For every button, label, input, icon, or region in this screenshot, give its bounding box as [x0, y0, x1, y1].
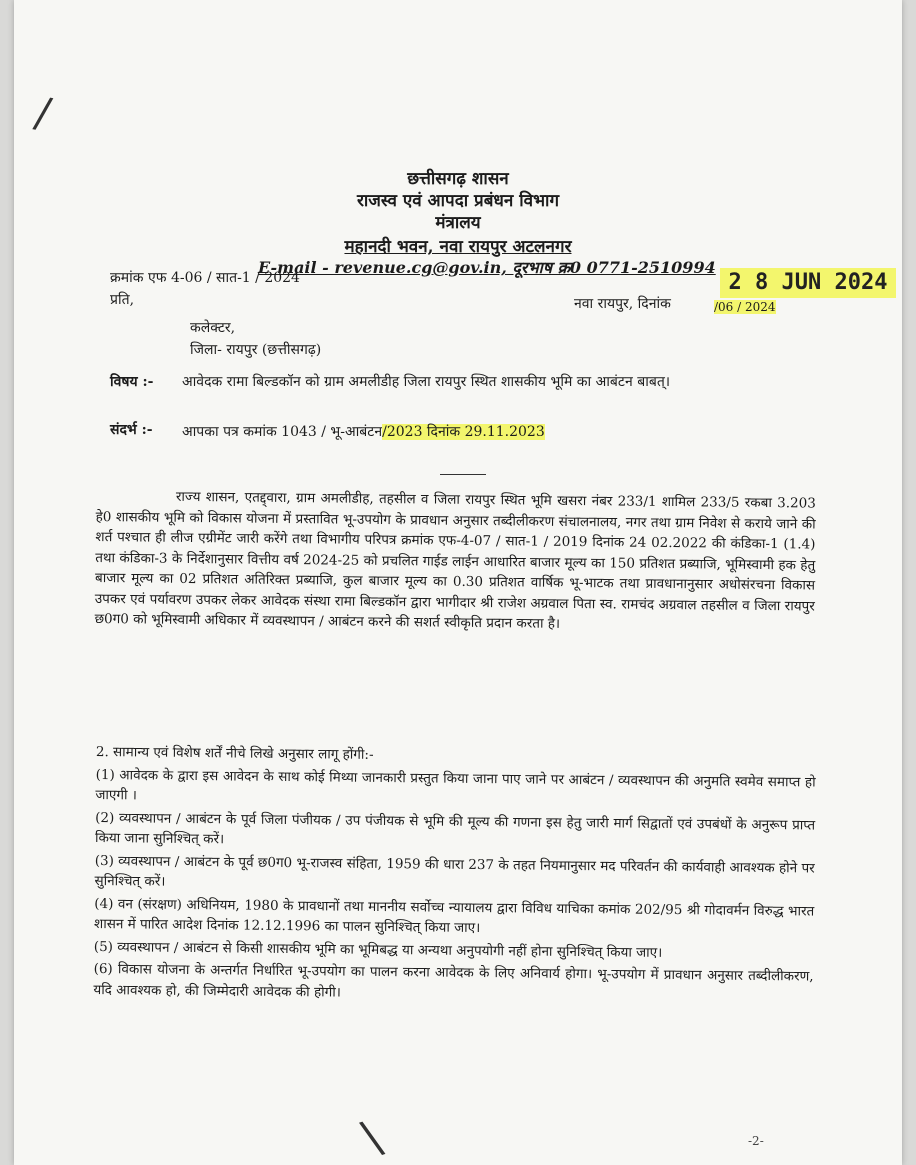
- recipient-title: कलेक्टर,: [190, 320, 236, 336]
- condition-item: (5) व्यवस्थापन / आबंटन से किसी शासकीय भूमि का भूमिबद्ध या अन्यथा अनुपयोगी नहीं होना सुनिश्चित् किया जाए।: [93, 938, 663, 961]
- ref-number: क्रमांक एफ 4-06 / सात-1 / 2024: [110, 270, 300, 286]
- body-paragraph: राज्य शासन, एतद्द्वारा, ग्राम अमलीडीह, तहसील व जिला रायपुर स्थित भूमि खसरा नंबर 233/1 शामिल 233/5 रकबा 3.203 हे0 शासकीय भूमि को विकास योजना में प्रस्तावित भू-उपयोग के प्रावधान अनुसार तब्दीलीकरण संचालनालय, नगर तथा ग्राम निवेश से कराये जाने की शर्त पश्चात ही लीज एग्रीमेंट जारी करेंगे तथा विभागीय परिपत्र क्रमांक एफ-4-07 / सात-1 / 2019 दिनांक 24 02.2022 की कंडिका-1 (1.4) तथा कंडिका-3 के निर्देशानुसार वित्तीय वर्ष 2024-25 को प्रचलित गाईड लाईन आधारित बाजार मूल्य का 150 प्रतिशत प्रब्याजि, भूमिस्वामी हक हेतु बाजार मूल्य का 02 प्रतिशत अतिरिक्त प्रब्याजि, कुल बाजार मूल्य का 0.30 प्रतिशत वार्षिक भू-भाटक तथा प्रावधानानुसार अधोसंरचना विकास उपकर एवं पर्यावरण उपकर लेकर आवेदक संस्था रामा बिल्डकॉन द्वारा भागीदार श्री राजेश अग्रवाल पिता स्व. रामचंद अग्रवाल तहसील व जिला रायपुर छ0ग0 को भूमिस्वामी अधिकार में व्यवस्थापन / आबंटन करने की सशर्त स्वीकृति प्रदान करता है।: [94, 488, 816, 632]
- letter-page: [14, 0, 902, 1165]
- date-stamp: 2 8 JUN 2024: [720, 268, 896, 298]
- condition-item: (6) विकास योजना के अन्तर्गत निर्धारित भू-उपयोग का पालन करना आवेदक के लिए अनिवार्य होगा। भू-उपयोग में प्रावधान अनुसार तब्दीलीकरण, यदि आवश्यक हो, की जिम्मेदारी आवेदक की होगी।: [93, 960, 814, 1001]
- condition-item: (2) व्यवस्थापन / आबंटन के पूर्व जिला पंजीयक / उप पंजीयक से भूमि की मूल्य की गणना इस हेतु जारी मार्ग सिद्वातों एवं उपबंधों के अनुरूप प्राप्त किया जाना सुनिश्चित् करें।: [94, 809, 816, 848]
- condition-item: (3) व्यवस्थापन / आबंटन के पूर्व छ0ग0 भू-राजस्व संहिता, 1959 की धारा 237 के तहत नियमानुसार मद परिवर्तन की कार्यवाही आवश्यक होने पर सुनिश्चित् करें।: [94, 852, 815, 890]
- date-suffix: /06 / 2024: [714, 300, 776, 314]
- divider: [440, 474, 486, 475]
- reference-highlight: /2023 दिनांक 29.11.2023: [382, 424, 545, 440]
- subject-text: आवेदक रामा बिल्डकॉन को ग्राम अमलीडीह जिला रायपुर स्थित शासकीय भूमि का आबंटन बाबत्।: [182, 374, 671, 390]
- header-department: राजस्व एवं आपदा प्रबंधन विभाग: [356, 191, 560, 211]
- conditions-block: [93, 742, 816, 1010]
- condition-item: (4) वन (संरक्षण) अधिनियम, 1980 के प्रावधानों तथा माननीय सर्वोच्च न्यायालय द्वारा विविध याचिका कमांक 202/95 श्री गोदावर्मन विरुद्ध भारत शासन में पारित आदेश दिनांक 12.12.1996 का पालन सुनिश्चित् किया जाए।: [94, 895, 815, 937]
- header-address: महानदी भवन, नवा रायपुर अटलनगर: [344, 237, 572, 257]
- header-govt: छत्तीसगढ़ शासन: [407, 169, 509, 189]
- to-label: प्रति,: [110, 292, 135, 308]
- page-number: -2-: [748, 1134, 764, 1148]
- reference-label: संदर्भ :-: [110, 422, 153, 438]
- place-date: नवा रायपुर, दिनांक: [574, 296, 671, 312]
- reference-main: आपका पत्र कमांक 1043 / भू-आबंटन: [182, 424, 383, 440]
- reference-text: [182, 422, 545, 441]
- condition-item: (1) आवेदक के द्वारा इस आवेदन के साथ कोई मिथ्या जानकारी प्रस्तुत किया जाना पाए जाने पर आबंटन / व्यवस्थापन की अनुमति स्वमेव समाप्त हो जाएगी ।: [95, 766, 816, 804]
- header-ministry: मंत्रालय: [435, 213, 481, 233]
- recipient-district: जिला- रायपुर (छत्तीसगढ़): [190, 342, 322, 358]
- conditions-heading: 2. सामान्य एवं विशेष शर्तें नीचे लिखे अनुसार लागू होंगी:-: [95, 743, 374, 763]
- pen-mark-bottom: \: [356, 1108, 388, 1165]
- pen-mark: /: [31, 87, 56, 138]
- subject-label: विषय :-: [110, 374, 154, 390]
- header-email: E-mail - revenue.cg@gov.in, दूरभाष क्र0 0771-2510994: [258, 258, 716, 277]
